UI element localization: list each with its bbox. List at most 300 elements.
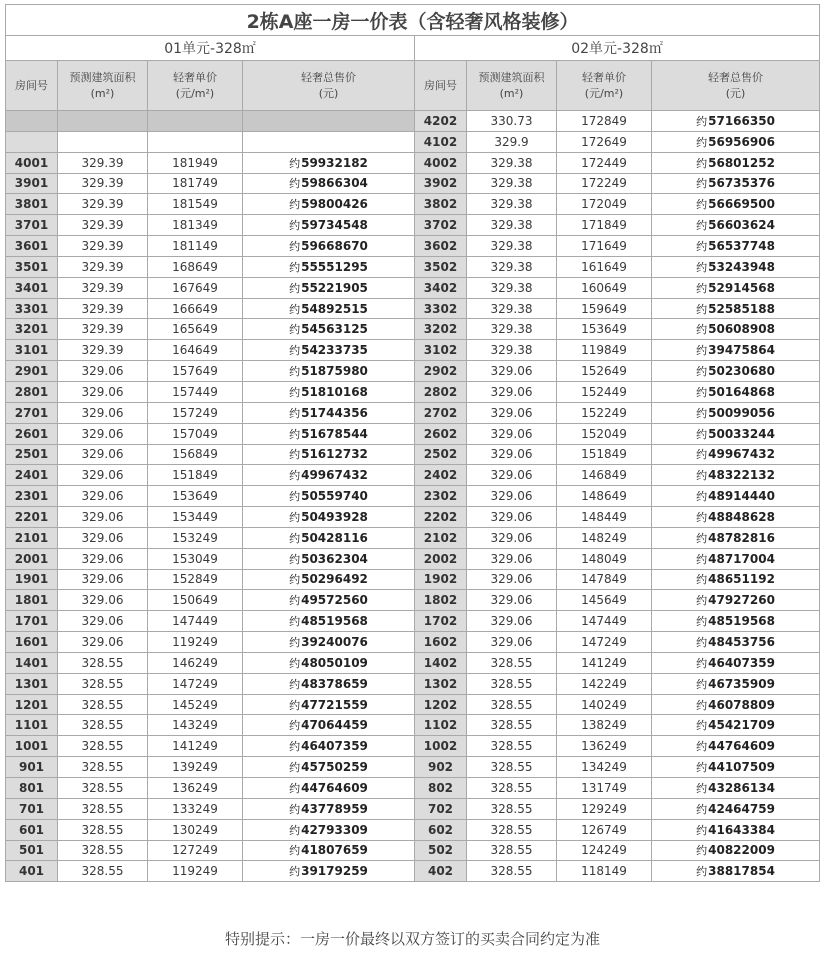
total-value: 43778959 [301, 801, 368, 816]
unit-01-total-price [243, 757, 415, 778]
unit-02-area: 329.06 [467, 486, 557, 507]
unit-01-unit-price: 119249 [148, 632, 243, 653]
unit-02-area: 329.06 [467, 423, 557, 444]
unit-01-unit-price: 153249 [148, 527, 243, 548]
unit-01-area: 329.06 [58, 423, 148, 444]
total-value: 44764609 [301, 780, 368, 795]
approx-prefix: 约 [696, 761, 708, 775]
total-value: 47064459 [301, 718, 368, 733]
table-title: 2栋A座一房一价表（含轻奢风格装修） [6, 5, 820, 36]
table-row [6, 611, 820, 632]
total-value: 50559740 [301, 489, 368, 504]
total-value: 50230680 [708, 364, 775, 379]
table-row [6, 256, 820, 277]
unit-02-total-price [652, 256, 820, 277]
approx-prefix: 约 [696, 636, 708, 650]
unit-02-total-price [652, 507, 820, 528]
table-row [6, 590, 820, 611]
unit-01-unit-price: 157249 [148, 402, 243, 423]
total-value: 50033244 [708, 426, 775, 441]
total-value: 44764609 [708, 739, 775, 754]
unit-01-room-number: 1601 [6, 632, 58, 653]
table-row [6, 215, 820, 236]
unit-01-area: 329.39 [58, 194, 148, 215]
unit-01-unit-price: 164649 [148, 340, 243, 361]
unit-02-total-price [652, 340, 820, 361]
approx-prefix: 约 [289, 781, 301, 795]
unit-01-unit-price: 181749 [148, 173, 243, 194]
total-value: 39179259 [301, 864, 368, 879]
approx-prefix: 约 [696, 281, 708, 295]
table-row [6, 131, 820, 152]
unit-02-unit-price: 147449 [557, 611, 652, 632]
unit-02-unit-price: 147849 [557, 569, 652, 590]
unit-01-total-price [243, 736, 415, 757]
unit-02-unit-price: 148649 [557, 486, 652, 507]
unit-01-unit-price: 127249 [148, 840, 243, 861]
total-value: 51810168 [301, 384, 368, 399]
total-value: 52585188 [708, 301, 775, 316]
approx-prefix: 约 [696, 802, 708, 816]
approx-prefix: 约 [696, 427, 708, 441]
approx-prefix: 约 [696, 510, 708, 524]
unit-01-area: 329.06 [58, 590, 148, 611]
total-value: 42793309 [301, 822, 368, 837]
unit-02-unit-price: 172849 [557, 111, 652, 132]
unit-02-area: 329.9 [467, 131, 557, 152]
approx-prefix: 约 [696, 156, 708, 170]
total-value: 54233735 [301, 343, 368, 358]
unit-01-room-number: 3601 [6, 236, 58, 257]
unit-01-total-price [243, 798, 415, 819]
unit-02-total-price [652, 381, 820, 402]
unit-01-area: 329.39 [58, 319, 148, 340]
approx-prefix: 约 [289, 177, 301, 191]
unit-02-area: 329.06 [467, 444, 557, 465]
unit-01-unit-price: 157049 [148, 423, 243, 444]
unit-01-total-price [243, 444, 415, 465]
approx-prefix: 约 [289, 844, 301, 858]
unit-01-total-price [243, 402, 415, 423]
unit-01-empty-cell [243, 111, 415, 132]
approx-prefix: 约 [696, 698, 708, 712]
unit-01-room-number: 2401 [6, 465, 58, 486]
unit-01-total-price [243, 173, 415, 194]
unit-01-empty-cell [58, 111, 148, 132]
unit-02-unit-price: 153649 [557, 319, 652, 340]
unit-02-unit-price: 152249 [557, 402, 652, 423]
unit-02-total-price [652, 819, 820, 840]
unit-02-total-price [652, 444, 820, 465]
total-value: 59932182 [301, 155, 368, 170]
unit-01-area: 329.06 [58, 527, 148, 548]
unit-02-room-number: 2602 [415, 423, 467, 444]
unit-01-area: 328.55 [58, 840, 148, 861]
unit-01-total-price [243, 778, 415, 799]
approx-prefix: 约 [696, 344, 708, 358]
unit-02-unit-price: 159649 [557, 298, 652, 319]
unit-01-room-number: 3101 [6, 340, 58, 361]
approx-prefix: 约 [289, 490, 301, 504]
total-value: 52914568 [708, 280, 775, 295]
total-value: 55551295 [301, 259, 368, 274]
table-body [6, 111, 820, 882]
table-row [6, 423, 820, 444]
approx-prefix: 约 [696, 531, 708, 545]
approx-prefix: 约 [289, 719, 301, 733]
unit-02-label: 02单元-328㎡ [415, 36, 820, 61]
approx-prefix: 约 [289, 323, 301, 337]
unit-01-area: 329.06 [58, 361, 148, 382]
approx-prefix: 约 [696, 656, 708, 670]
table-row [6, 361, 820, 382]
unit-01-area: 328.55 [58, 673, 148, 694]
total-value: 49967432 [708, 447, 775, 462]
unit-02-area: 329.38 [467, 194, 557, 215]
unit-01-total-price [243, 590, 415, 611]
total-value: 46407359 [708, 655, 775, 670]
approx-prefix: 约 [289, 365, 301, 379]
unit-02-area: 329.06 [467, 402, 557, 423]
unit-02-area: 328.55 [467, 715, 557, 736]
total-value: 59668670 [301, 238, 368, 253]
table-row [6, 152, 820, 173]
unit-02-unit-price: 145649 [557, 590, 652, 611]
approx-prefix: 约 [289, 802, 301, 816]
unit-02-room-number: 1202 [415, 694, 467, 715]
unit-02-room-number: 402 [415, 861, 467, 882]
unit-02-unit-price: 141249 [557, 652, 652, 673]
table-row [6, 861, 820, 882]
total-value: 56537748 [708, 238, 775, 253]
unit-02-unit-price: 142249 [557, 673, 652, 694]
unit-02-room-number: 2502 [415, 444, 467, 465]
total-value: 50099056 [708, 405, 775, 420]
unit-02-unit-price: 172649 [557, 131, 652, 152]
unit-02-total-price [652, 236, 820, 257]
unit-01-room-number: 3201 [6, 319, 58, 340]
unit-01-room-number: 4001 [6, 152, 58, 173]
approx-prefix: 约 [289, 344, 301, 358]
total-value: 50608908 [708, 322, 775, 337]
table-row [6, 381, 820, 402]
unit-02-area: 329.38 [467, 277, 557, 298]
unit-02-area: 328.55 [467, 778, 557, 799]
unit-02-room-number: 1402 [415, 652, 467, 673]
unit-01-unit-price: 157449 [148, 381, 243, 402]
table-row [6, 298, 820, 319]
table-row [6, 402, 820, 423]
unit-02-room-number: 2902 [415, 361, 467, 382]
approx-prefix: 约 [289, 740, 301, 754]
unit-02-room-number: 2102 [415, 527, 467, 548]
unit-02-room-number: 602 [415, 819, 467, 840]
unit-01-unit-price: 166649 [148, 298, 243, 319]
unit-01-empty-cell [58, 131, 148, 152]
unit-01-room-number: 2901 [6, 361, 58, 382]
header-total-price: 轻奢总售价 (元) [243, 61, 415, 111]
unit-01-room-number: 1801 [6, 590, 58, 611]
unit-02-unit-price: 148449 [557, 507, 652, 528]
header-area: 预测建筑面积 (m²) [58, 61, 148, 111]
unit-02-room-number: 902 [415, 757, 467, 778]
unit-02-area: 329.38 [467, 152, 557, 173]
unit-01-room-number: 3501 [6, 256, 58, 277]
unit-01-total-price [243, 673, 415, 694]
approx-prefix: 约 [696, 260, 708, 274]
unit-02-total-price [652, 569, 820, 590]
unit-01-room-number: 901 [6, 757, 58, 778]
unit-02-room-number: 1002 [415, 736, 467, 757]
approx-prefix: 约 [289, 198, 301, 212]
approx-prefix: 约 [696, 323, 708, 337]
total-value: 57166350 [708, 113, 775, 128]
unit-02-unit-price: 172449 [557, 152, 652, 173]
total-value: 39475864 [708, 343, 775, 358]
approx-prefix: 约 [696, 823, 708, 837]
special-note: 特别提示：一房一价最终以双方签订的买卖合同约定为准 [224, 930, 600, 948]
unit-01-room-number: 2201 [6, 507, 58, 528]
unit-02-total-price [652, 486, 820, 507]
unit-02-unit-price: 131749 [557, 778, 652, 799]
unit-02-unit-price: 152449 [557, 381, 652, 402]
unit-02-area: 328.55 [467, 757, 557, 778]
unit-01-area: 329.39 [58, 173, 148, 194]
unit-02-unit-price: 118149 [557, 861, 652, 882]
unit-02-area: 329.06 [467, 548, 557, 569]
total-value: 59866304 [301, 176, 368, 191]
total-value: 48914440 [708, 489, 775, 504]
unit-01-room-number: 2601 [6, 423, 58, 444]
unit-01-total-price [243, 652, 415, 673]
total-value: 50362304 [301, 551, 368, 566]
total-value: 48378659 [301, 676, 368, 691]
unit-02-area: 329.38 [467, 173, 557, 194]
unit-02-unit-price: 146849 [557, 465, 652, 486]
unit-01-total-price [243, 298, 415, 319]
title-row [6, 5, 820, 36]
unit-02-area: 329.06 [467, 507, 557, 528]
unit-01-total-price [243, 548, 415, 569]
unit-01-unit-price: 156849 [148, 444, 243, 465]
approx-prefix: 约 [696, 239, 708, 253]
unit-02-total-price [652, 694, 820, 715]
unit-01-total-price [243, 236, 415, 257]
unit-02-room-number: 4102 [415, 131, 467, 152]
unit-01-total-price [243, 819, 415, 840]
unit-01-unit-price: 181149 [148, 236, 243, 257]
total-value: 47927260 [708, 593, 775, 608]
approx-prefix: 约 [696, 114, 708, 128]
unit-02-area: 328.55 [467, 861, 557, 882]
table-row [6, 277, 820, 298]
unit-01-total-price [243, 319, 415, 340]
unit-02-room-number: 3502 [415, 256, 467, 277]
unit-01-room-number: 3901 [6, 173, 58, 194]
unit-01-total-price [243, 381, 415, 402]
header-area: 预测建筑面积 (m²) [467, 61, 557, 111]
unit-02-unit-price: 152049 [557, 423, 652, 444]
unit-02-unit-price: 147249 [557, 632, 652, 653]
total-value: 51612732 [301, 447, 368, 462]
total-value: 50493928 [301, 509, 368, 524]
unit-01-room-number: 601 [6, 819, 58, 840]
approx-prefix: 约 [289, 823, 301, 837]
approx-prefix: 约 [696, 594, 708, 608]
total-value: 51678544 [301, 426, 368, 441]
unit-01-area: 328.55 [58, 819, 148, 840]
unit-01-area: 328.55 [58, 778, 148, 799]
table-row [6, 798, 820, 819]
unit-01-area: 328.55 [58, 798, 148, 819]
unit-01-room-number: 2701 [6, 402, 58, 423]
total-value: 40822009 [708, 843, 775, 858]
unit-02-room-number: 502 [415, 840, 467, 861]
total-value: 46407359 [301, 739, 368, 754]
approx-prefix: 约 [696, 177, 708, 191]
total-value: 51875980 [301, 364, 368, 379]
unit-02-total-price [652, 298, 820, 319]
unit-02-unit-price: 151849 [557, 444, 652, 465]
unit-02-room-number: 2302 [415, 486, 467, 507]
unit-02-total-price [652, 798, 820, 819]
unit-02-area: 329.38 [467, 256, 557, 277]
unit-01-area: 329.06 [58, 632, 148, 653]
unit-01-empty-cell [6, 131, 58, 152]
unit-02-total-price [652, 423, 820, 444]
table-row [6, 444, 820, 465]
unit-02-room-number: 2202 [415, 507, 467, 528]
unit-02-room-number: 4202 [415, 111, 467, 132]
unit-02-total-price [652, 840, 820, 861]
unit-02-total-price [652, 778, 820, 799]
unit-01-unit-price: 147449 [148, 611, 243, 632]
total-value: 48519568 [301, 614, 368, 629]
unit-01-unit-price: 152849 [148, 569, 243, 590]
unit-01-total-price [243, 256, 415, 277]
unit-02-room-number: 802 [415, 778, 467, 799]
total-value: 39240076 [301, 635, 368, 650]
column-header-row [6, 61, 820, 111]
total-value: 48050109 [301, 655, 368, 670]
table-row [6, 632, 820, 653]
table-row [6, 340, 820, 361]
unit-01-total-price [243, 632, 415, 653]
approx-prefix: 约 [289, 448, 301, 462]
unit-02-room-number: 1302 [415, 673, 467, 694]
unit-02-room-number: 2702 [415, 402, 467, 423]
price-list-sheet [5, 4, 819, 882]
total-value: 51744356 [301, 405, 368, 420]
approx-prefix: 约 [289, 656, 301, 670]
approx-prefix: 约 [696, 490, 708, 504]
unit-02-area: 328.55 [467, 819, 557, 840]
unit-02-total-price [652, 673, 820, 694]
unit-01-unit-price: 181549 [148, 194, 243, 215]
approx-prefix: 约 [289, 510, 301, 524]
total-value: 48519568 [708, 614, 775, 629]
unit-01-room-number: 2301 [6, 486, 58, 507]
total-value: 55221905 [301, 280, 368, 295]
total-value: 50428116 [301, 530, 368, 545]
unit-01-room-number: 1001 [6, 736, 58, 757]
unit-01-area: 329.06 [58, 548, 148, 569]
unit-02-total-price [652, 131, 820, 152]
unit-01-room-number: 3801 [6, 194, 58, 215]
unit-01-room-number: 1301 [6, 673, 58, 694]
unit-01-total-price [243, 694, 415, 715]
total-value: 46078809 [708, 697, 775, 712]
unit-01-unit-price: 168649 [148, 256, 243, 277]
unit-02-unit-price: 138249 [557, 715, 652, 736]
unit-01-total-price [243, 840, 415, 861]
unit-02-room-number: 3802 [415, 194, 467, 215]
table-row [6, 465, 820, 486]
unit-02-area: 329.38 [467, 340, 557, 361]
table-row [6, 236, 820, 257]
unit-row [6, 36, 820, 61]
unit-02-area: 328.55 [467, 798, 557, 819]
unit-01-room-number: 3701 [6, 215, 58, 236]
unit-02-area: 329.06 [467, 381, 557, 402]
header-room: 房间号 [6, 61, 58, 111]
price-table [5, 4, 820, 882]
unit-02-area: 329.06 [467, 590, 557, 611]
total-value: 59800426 [301, 197, 368, 212]
unit-01-area: 329.39 [58, 256, 148, 277]
total-value: 56956906 [708, 134, 775, 149]
unit-01-room-number: 3301 [6, 298, 58, 319]
unit-02-total-price [652, 111, 820, 132]
unit-02-unit-price: 172049 [557, 194, 652, 215]
approx-prefix: 约 [696, 448, 708, 462]
approx-prefix: 约 [696, 385, 708, 399]
unit-01-room-number: 1701 [6, 611, 58, 632]
unit-01-area: 329.39 [58, 236, 148, 257]
total-value: 56735376 [708, 176, 775, 191]
unit-01-unit-price: 147249 [148, 673, 243, 694]
table-row [6, 111, 820, 132]
unit-01-area: 329.06 [58, 611, 148, 632]
unit-02-total-price [652, 611, 820, 632]
unit-02-room-number: 3602 [415, 236, 467, 257]
table-row [6, 736, 820, 757]
unit-01-area: 328.55 [58, 715, 148, 736]
total-value: 56603624 [708, 218, 775, 233]
approx-prefix: 约 [289, 469, 301, 483]
unit-01-unit-price: 181349 [148, 215, 243, 236]
unit-01-room-number: 2501 [6, 444, 58, 465]
unit-01-unit-price: 133249 [148, 798, 243, 819]
unit-02-room-number: 2402 [415, 465, 467, 486]
total-value: 47721559 [301, 697, 368, 712]
approx-prefix: 约 [289, 281, 301, 295]
unit-01-area: 329.39 [58, 277, 148, 298]
table-row [6, 652, 820, 673]
approx-prefix: 约 [289, 531, 301, 545]
approx-prefix: 约 [289, 406, 301, 420]
unit-02-room-number: 3702 [415, 215, 467, 236]
unit-01-empty-cell [148, 111, 243, 132]
approx-prefix: 约 [289, 615, 301, 629]
unit-02-unit-price: 171649 [557, 236, 652, 257]
unit-02-room-number: 3302 [415, 298, 467, 319]
approx-prefix: 约 [289, 260, 301, 274]
unit-02-area: 329.38 [467, 298, 557, 319]
unit-02-area: 329.38 [467, 319, 557, 340]
unit-01-area: 329.06 [58, 569, 148, 590]
unit-02-area: 330.73 [467, 111, 557, 132]
